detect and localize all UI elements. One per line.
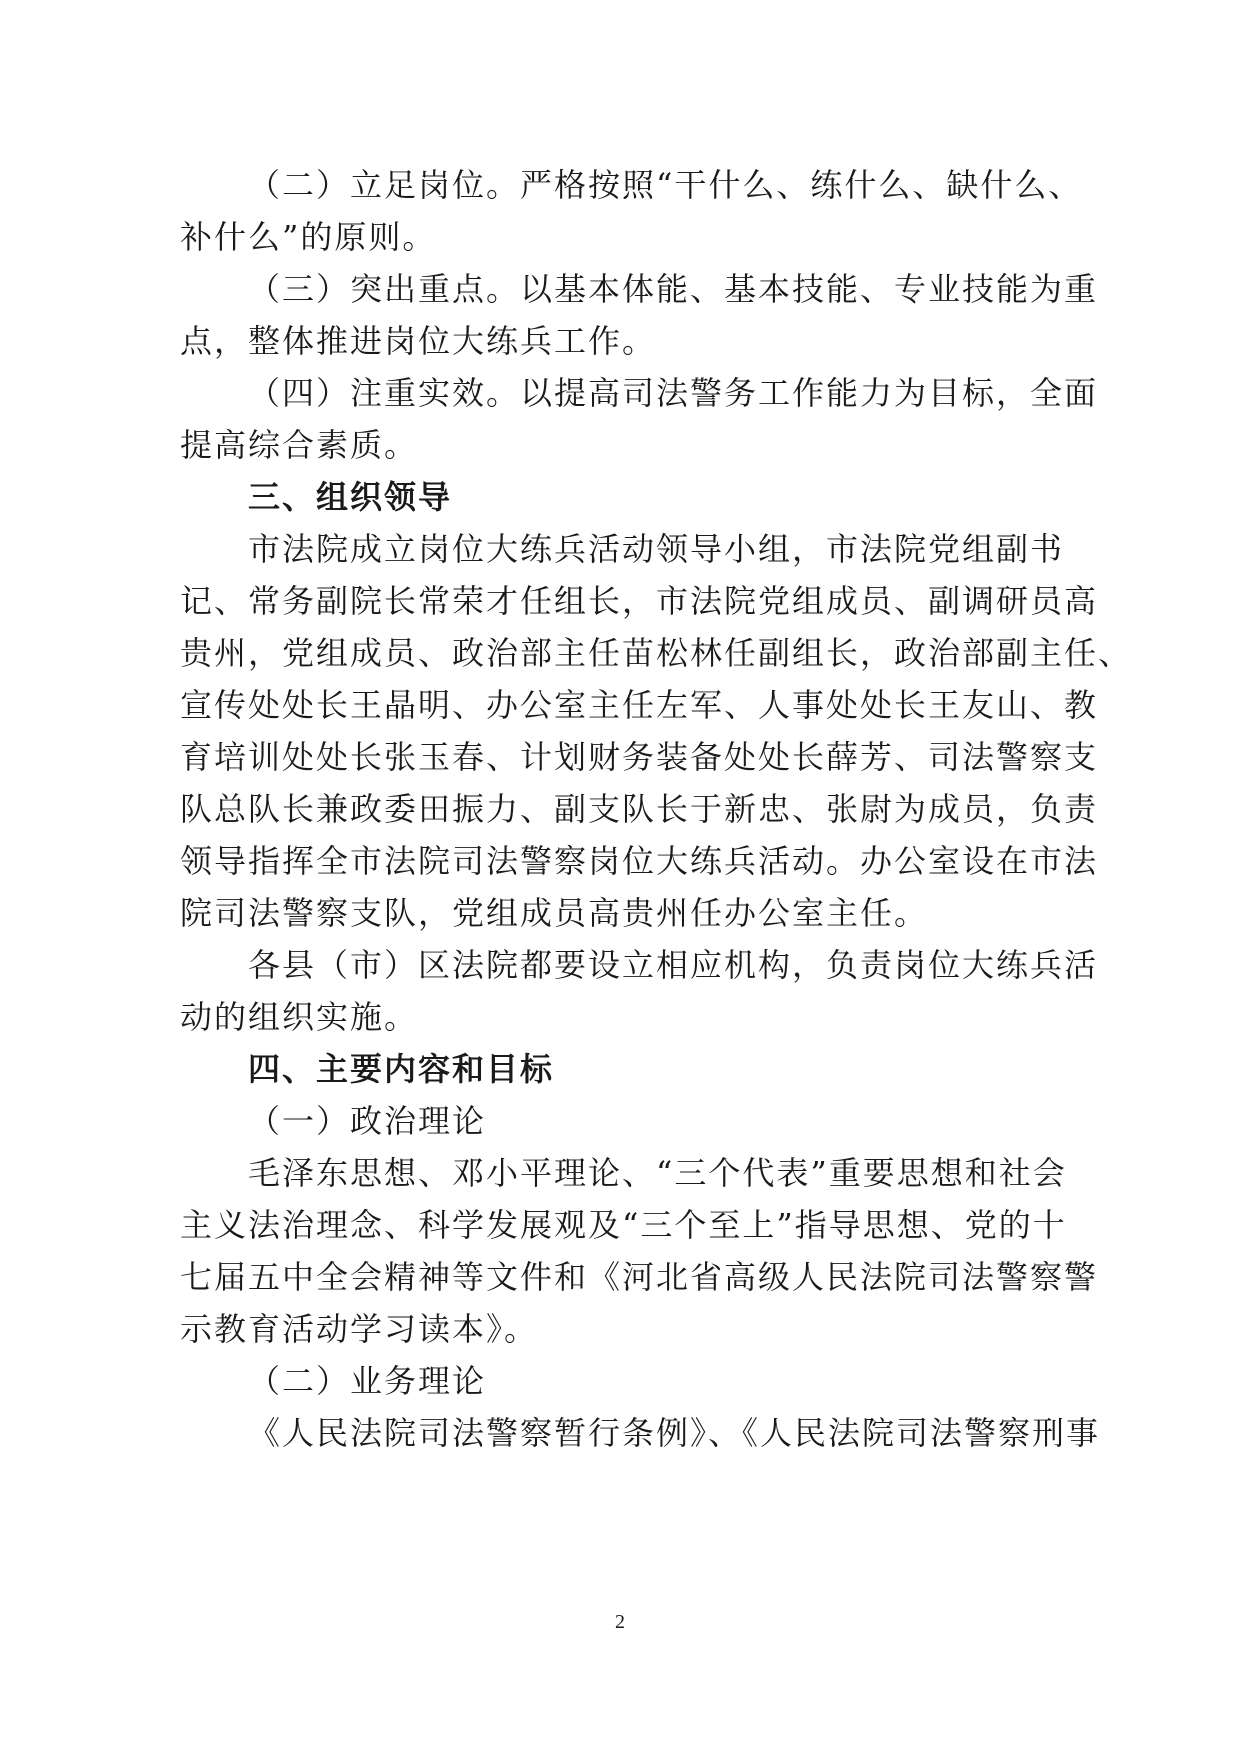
- section-heading: 四、主要内容和目标: [248, 1050, 555, 1088]
- paragraph-line: 队总队长兼政委田振力、副支队长于新忠、张尉为成员，负责: [180, 790, 1099, 828]
- paragraph-line: 《人民法院司法警察暂行条例》、《人民法院司法警察刑事: [248, 1414, 1101, 1452]
- paragraph-line: 各县（市）区法院都要设立相应机构，负责岗位大练兵活: [248, 946, 1099, 984]
- paragraph-line: 记、常务副院长常荣才任组长，市法院党组成员、副调研员高: [180, 582, 1099, 620]
- paragraph-line: 七届五中全会精神等文件和《河北省高级人民法院司法警察警: [180, 1258, 1099, 1296]
- paragraph-line: 院司法警察支队，党组成员高贵州任办公室主任。: [180, 894, 929, 932]
- subsection-heading: （二）业务理论: [248, 1362, 487, 1400]
- paragraph-line: 点，整体推进岗位大练兵工作。: [180, 322, 657, 360]
- paragraph-line: 市法院成立岗位大练兵活动领导小组，市法院党组副书: [248, 530, 1065, 568]
- paragraph-line: （二）立足岗位。严格按照“干什么、练什么、缺什么、: [248, 166, 1083, 204]
- paragraph-line: 主义法治理念、科学发展观及“三个至上”指导思想、党的十: [180, 1206, 1067, 1244]
- paragraph-line: 育培训处处长张玉春、计划财务装备处处长薛芳、司法警察支: [180, 738, 1099, 776]
- paragraph-line: 动的组织实施。: [180, 998, 419, 1036]
- paragraph-line: 补什么”的原则。: [180, 218, 437, 256]
- section-heading: 三、组织领导: [248, 478, 453, 516]
- page-number: 2: [615, 1611, 625, 1633]
- paragraph-line: 示教育活动学习读本》。: [180, 1310, 539, 1348]
- paragraph-line: 宣传处处长王晶明、办公室主任左军、人事处处长王友山、教: [180, 686, 1099, 724]
- paragraph-line: （三）突出重点。以基本体能、基本技能、专业技能为重: [248, 270, 1099, 308]
- paragraph-line: 提高综合素质。: [180, 426, 419, 464]
- paragraph-line: 毛泽东思想、邓小平理论、“三个代表”重要思想和社会: [248, 1154, 1067, 1192]
- paragraph-line: （四）注重实效。以提高司法警务工作能力为目标，全面: [248, 374, 1099, 412]
- paragraph-line: 领导指挥全市法院司法警察岗位大练兵活动。办公室设在市法: [180, 842, 1099, 880]
- subsection-heading: （一）政治理论: [248, 1102, 487, 1140]
- paragraph-line: 贵州，党组成员、政治部主任苗松林任副组长，政治部副主任、: [180, 634, 1133, 672]
